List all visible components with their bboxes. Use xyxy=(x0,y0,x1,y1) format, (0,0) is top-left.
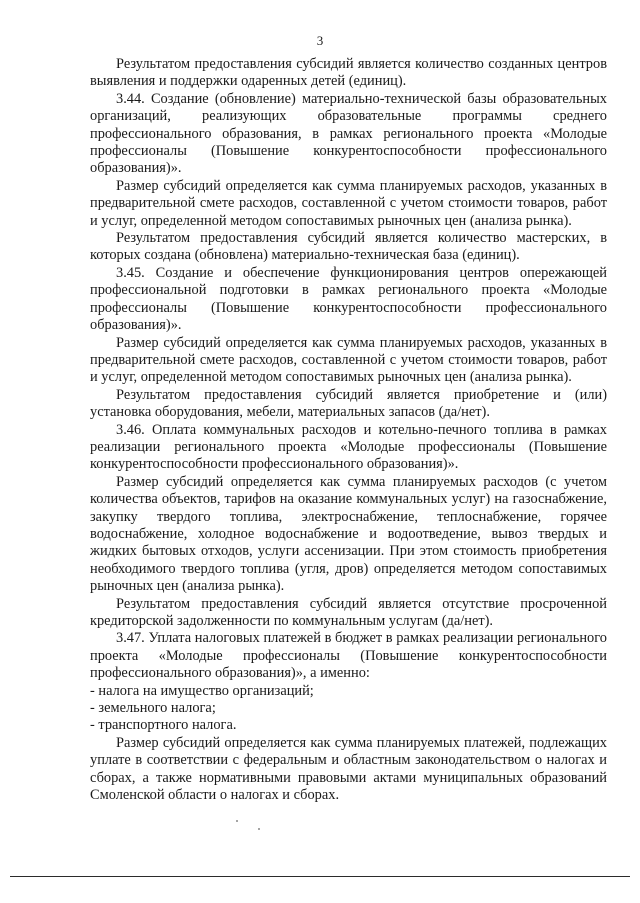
paragraph-3-45: 3.45. Создание и обеспечение функционирования центров опережающей профессиональной подготовки в рамках регионального проекта «Молодые профессионалы (Повышение конкурентоспособности профессионального образования)». xyxy=(90,264,607,334)
paragraph-result-equipment: Результатом предоставления субсидий является приобретение и (или) установка оборудования, мебели, материальных запасов (да/нет). xyxy=(90,386,607,421)
scan-speck xyxy=(236,820,238,822)
paragraph-subsidy-size-3: Размер субсидий определяется как сумма планируемых расходов (с учетом количества объектов, тарифов на оказание коммунальных услуг) на газоснабжение, закупку твердого топлива, электроснабжение, теплоснабжение, горячее водоснабжение, холодное водоснабжение и водоотведение, вывоз твердых и жидких бытовых отходов, услуги ассенизации. При этом стоимость приобретения необходимого твердого топлива (угля, дров) определяется методом сопоставимых рыночных цен (анализа рынка). xyxy=(90,473,607,595)
bottom-divider xyxy=(10,876,630,877)
paragraph-3-46: 3.46. Оплата коммунальных расходов и котельно-печного топлива в рамках реализации регионального проекта «Молодые профессионалы (Повышение конкурентоспособности профессионального образования)». xyxy=(90,421,607,473)
page-number: 3 xyxy=(316,33,324,48)
paragraph-result-centers: Результатом предоставления субсидий является количество созданных центров выявления и поддержки одаренных детей (единиц). xyxy=(90,56,607,90)
list-item-property-tax: - налога на имущество организаций; xyxy=(90,682,314,699)
list-item-land-tax: - земельного налога; xyxy=(90,700,216,717)
document-body xyxy=(90,56,607,804)
paragraph-subsidy-size-1: Размер субсидий определяется как сумма планируемых расходов, указанных в предварительной смете расходов, составленной с учетом стоимости товаров, работ и услуг, определенной методом сопоставимых рыночных цен (анализа рынка). xyxy=(90,177,607,229)
paragraph-3-44: 3.44. Создание (обновление) материально-технической базы образовательных организаций, реализующих образовательные программы среднего профессионального образования, в рамках регионального проекта «Молодые профессионалы (Повышение конкурентоспособности профессионального образования)». xyxy=(90,90,607,177)
paragraph-3-47: 3.47. Уплата налоговых платежей в бюджет в рамках реализации регионального проекта «Молодые профессионалы (Повышение конкурентоспособности профессионального образования)», а именно: xyxy=(90,630,607,682)
paragraph-subsidy-size-2: Размер субсидий определяется как сумма планируемых расходов, указанных в предварительной смете расходов, составленной с учетом стоимости товаров, работ и услуг, определенной методом сопоставимых рыночных цен (анализа рынка). xyxy=(90,334,607,386)
list-item-transport-tax: - транспортного налога. xyxy=(90,717,237,734)
paragraph-result-no-debt: Результатом предоставления субсидий является отсутствие просроченной кредиторской задолженности по коммунальным услугам (да/нет). xyxy=(90,595,607,629)
paragraph-subsidy-size-4: Размер субсидий определяется как сумма планируемых платежей, подлежащих уплате в соответствии с федеральным и областным законодательством о налогах и сборах, а также нормативными правовыми актами муниципальных образований Смоленской области о налогах и сборах. xyxy=(90,734,607,804)
scan-speck xyxy=(258,828,260,830)
paragraph-result-workshops: Результатом предоставления субсидий является количество мастерских, в которых создана (обновлена) материально-техническая база (единиц). xyxy=(90,230,607,264)
